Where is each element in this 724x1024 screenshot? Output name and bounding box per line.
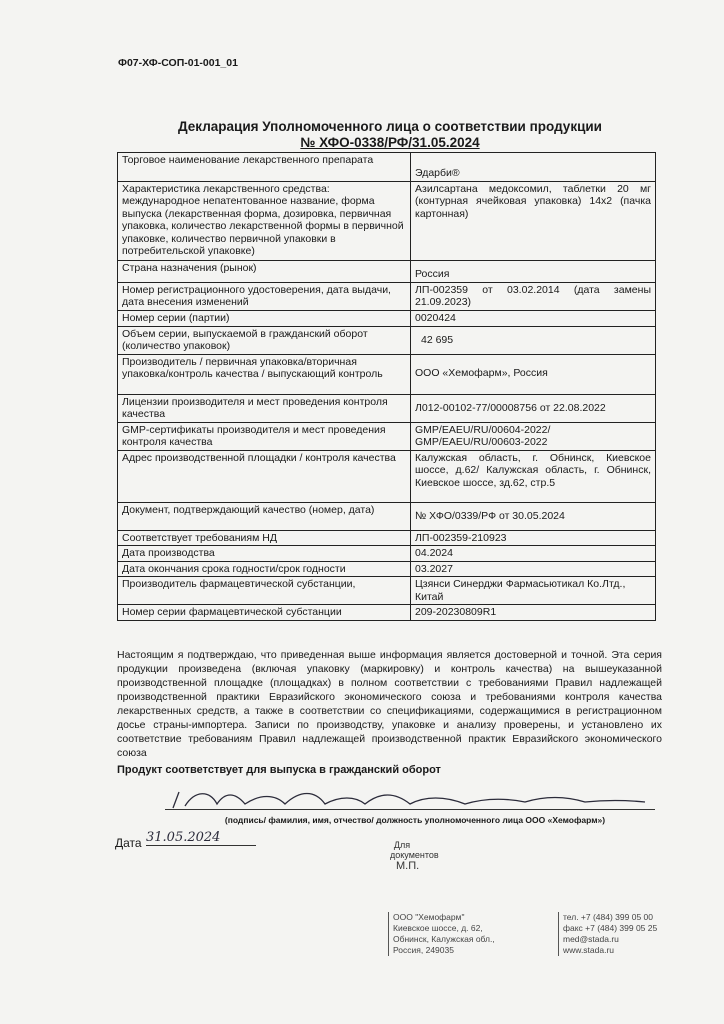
row-value: Цзянси Синерджи Фармасьютикал Ко.Лтд., Китай — [411, 577, 656, 605]
table-row — [118, 181, 656, 260]
declaration-number: № ХФО-0338/РФ/31.05.2024 — [300, 135, 480, 150]
row-label: Номер серии фармацевтической субстанции — [118, 605, 411, 621]
stamp-for-documents: Для документов — [390, 840, 439, 860]
table-row — [118, 450, 656, 502]
table-row — [118, 605, 656, 621]
row-label: Объем серии, выпускаемой в гражданский оборот (количество упаковок) — [118, 326, 411, 354]
stamp-mp: М.П. — [396, 860, 420, 872]
row-value: 0020424 — [411, 310, 656, 326]
table-row — [118, 561, 656, 577]
stamp-email: med@stada.ru — [563, 934, 619, 944]
stamp-address-line: Киевское шоссе, д. 62, — [393, 923, 483, 933]
row-label: GMP-сертификаты производителя и мест проведения контроля качества — [118, 422, 411, 450]
row-label: Дата производства — [118, 546, 411, 562]
table-row — [118, 326, 656, 354]
signature-line — [165, 809, 655, 810]
row-value: Азилсартана медоксомил, таблетки 20 мг (контурная ячейковая упаковка) 14x2 (пачка картонная) — [411, 181, 656, 260]
product-info-table — [117, 152, 656, 621]
document-code: Ф07-ХФ-СОП-01-001_01 — [118, 57, 238, 69]
row-label: Производитель фармацевтической субстанции, — [118, 577, 411, 605]
row-value: 209-20230809R1 — [411, 605, 656, 621]
row-label: Производитель / первичная упаковка/вторичная упаковка/контроль качества / выпускающий контроль — [118, 354, 411, 394]
table-row — [118, 354, 656, 394]
row-label: Соответствует требованиям НД — [118, 530, 411, 546]
row-value: № ХФО/0339/РФ от 30.05.2024 — [411, 502, 656, 530]
table-row — [118, 310, 656, 326]
table-row — [118, 546, 656, 562]
table-row — [118, 260, 656, 282]
page-title — [110, 119, 670, 151]
row-label: Характеристика лекарственного средства: международное непатентованное название, форма выпуска (лекарственная форма, дозировка, первичная упаковка, количество лекарственной формы в первичной упаковке, количество первичной упаковки в потребительской упаковке) — [118, 181, 411, 260]
row-label: Лицензии производителя и мест проведения контроля качества — [118, 394, 411, 422]
stamp-phone: тел. +7 (484) 399 05 00 — [563, 912, 653, 922]
row-label: Номер серии (партии) — [118, 310, 411, 326]
row-value: ЛП-002359 от 03.02.2014 (дата замены 21.09.2023) — [411, 282, 656, 310]
row-label: Страна назначения (рынок) — [118, 260, 411, 282]
signature-caption: (подпись/ фамилия, имя, отчество/ должность уполномоченного лица ООО «Хемофарм») — [224, 815, 606, 825]
row-value: GMP/EAEU/RU/00604-2022/ GMP/EAEU/RU/00603-2022 — [411, 422, 656, 450]
row-value: ООО «Хемофарм», Россия — [411, 354, 656, 394]
table-row — [118, 530, 656, 546]
stamp-fax: факс +7 (484) 399 05 25 — [563, 923, 658, 933]
row-value: Калужская область, г. Обнинск, Киевское шоссе, д.62/ Калужская область, г. Обнинск, Киевское шоссе, зд.62, стр.5 — [411, 450, 656, 502]
stamp-address-line: Россия, 249035 — [393, 945, 454, 955]
row-label: Документ, подтверждающий качество (номер, дата) — [118, 502, 411, 530]
row-value: Россия — [411, 260, 656, 282]
table-row — [118, 282, 656, 310]
release-statement: Продукт соответствует для выпуска в гражданский оборот — [117, 764, 441, 776]
row-value: 42 695 — [411, 326, 656, 354]
table-row — [118, 153, 656, 182]
title-line-1: Декларация Уполномоченного лица о соответствии продукции — [178, 119, 602, 134]
row-value: Л012-00102-77/00008756 от 22.08.2022 — [411, 394, 656, 422]
row-label: Дата окончания срока годности/срок годности — [118, 561, 411, 577]
row-value: 03.2027 — [411, 561, 656, 577]
stamp-website: www.stada.ru — [563, 945, 615, 955]
company-stamp-address — [388, 912, 495, 956]
row-label: Номер регистрационного удостоверения, дата выдачи, дата внесения изменений — [118, 282, 411, 310]
table-row — [118, 422, 656, 450]
table-row — [118, 394, 656, 422]
row-value: ЛП-002359-210923 — [411, 530, 656, 546]
date-label: Дата — [115, 836, 142, 850]
table-row — [118, 502, 656, 530]
row-label: Адрес производственной площадки / контроля качества — [118, 450, 411, 502]
table-row — [118, 577, 656, 605]
row-label: Торговое наименование лекарственного препарата — [118, 153, 411, 182]
row-value: 04.2024 — [411, 546, 656, 562]
declaration-text: Настоящим я подтверждаю, что приведенная выше информация является достоверной и точной. Эта серия продукции произведена (включая упаковку (маркировку) и контроль качества) на вышеуказанной производственной площадке (площадках) в полном соответствии с требованиями Правил надлежащей производственной практики Евразийского экономического союза и требованиями контроля качества лекарственных средств, а также в соответствии со спецификациями, содержащимися в регистрационном досье страны-импортера. Записи по производству, упаковке и анализу проверены, и установлено их соответствие требованиям Правил надлежащей производственной практик Евразийского экономического союза — [117, 649, 662, 759]
stamp-company: ООО "Хемофарм" — [393, 912, 465, 922]
row-value: Эдарби® — [411, 153, 656, 182]
company-stamp-contacts — [558, 912, 657, 956]
date-value: 31.05.2024 — [146, 830, 256, 846]
stamp-address-line: Обнинск, Калужская обл., — [393, 934, 495, 944]
